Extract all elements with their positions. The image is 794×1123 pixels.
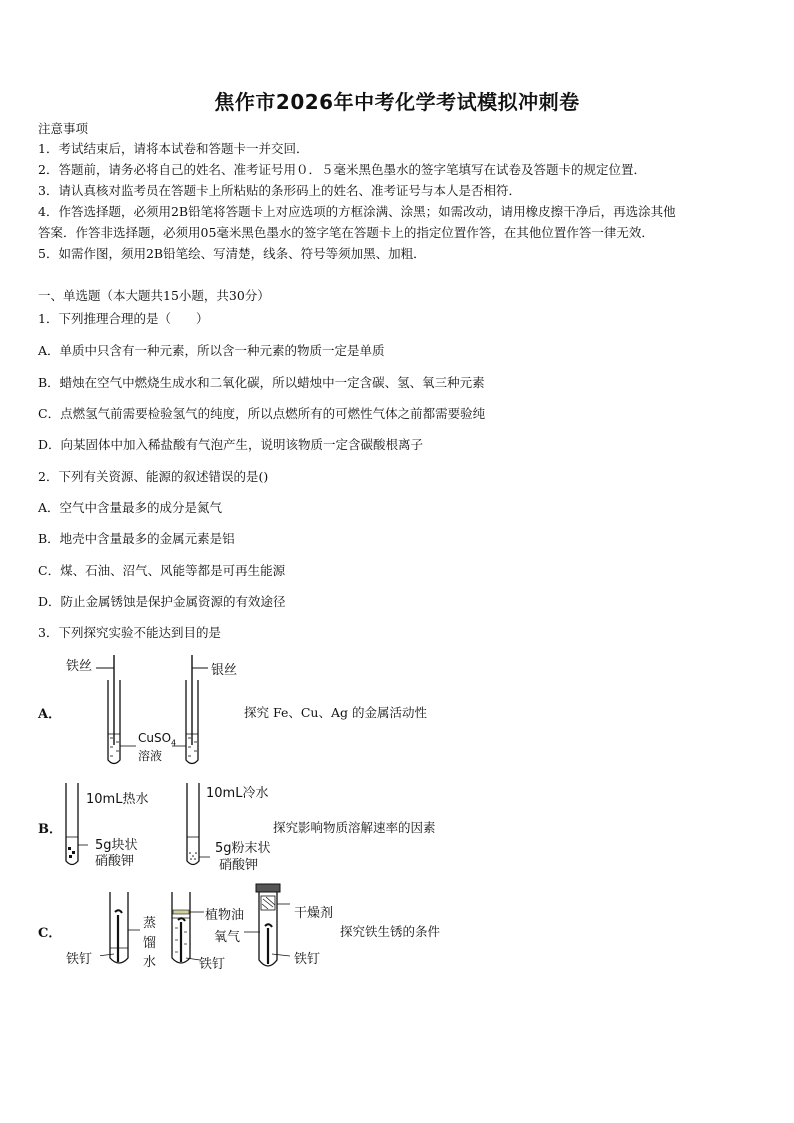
question-stem: 3．下列探究实验不能达到目的是 <box>38 625 221 640</box>
notice-item: 答案．作答非选择题，必须用05毫米黑色墨水的签字笔在答题卡上的指定位置作答，在其他位置作答一律无效． <box>38 225 654 240</box>
page-title: 焦作市2026年中考化学考试模拟冲刺卷 <box>214 90 580 114</box>
oxygen-label: 氧气 <box>214 930 241 945</box>
iron-nail-label: 铁钉 <box>66 952 93 967</box>
kno3-label: 硝酸钾 <box>219 858 259 873</box>
notice-item: 5．如需作图，须用2B铅笔绘、写清楚，线条、符号等须加黑、加粗． <box>38 246 426 261</box>
distilled-water-label: 水 <box>143 955 157 970</box>
solution-label: 溶液 <box>138 749 163 763</box>
notice-heading: 注意事项 <box>38 121 89 136</box>
hot-water-label: 10mL热水 <box>86 792 149 807</box>
desiccant-label: 干燥剂 <box>294 906 334 921</box>
option-a-description: 探究 Fe、Cu、Ag 的金属活动性 <box>244 705 427 720</box>
option-a-label: A． <box>38 707 62 722</box>
notice-item: 2．答题前，请务必将自己的姓名、准考证号用０．５毫米黑色墨水的签字笔填写在试卷及答题卡的规定位置． <box>38 162 646 177</box>
option-a: A．单质中只含有一种元素，所以含一种元素的物质一定是单质 <box>38 343 385 358</box>
powder-label: 5g粉末状 <box>215 841 271 856</box>
question-stem: 2．下列有关资源、能源的叙述错误的是() <box>38 469 269 484</box>
cuso4-label: CuSO$_4$ <box>138 731 177 748</box>
vegetable-oil-label: 植物油 <box>205 908 245 923</box>
iron-nail-label: 铁钉 <box>199 957 226 972</box>
option-b: B．蜡烛在空气中燃烧生成水和二氧化碳，所以蜡烛中一定含碳、氢、氧三种元素 <box>38 375 485 390</box>
distilled-water-label: 蒸 <box>143 916 157 931</box>
option-c-label: C． <box>38 926 62 941</box>
option-d: D．防止金属锈蚀是保护金属资源的有效途径 <box>38 594 286 609</box>
option-b-label: B． <box>38 822 62 837</box>
notice-item: 1．考试结束后，请将本试卷和答题卡一并交回． <box>38 141 309 156</box>
option-c: C．点燃氢气前需要检验氢气的纯度，所以点燃所有的可燃性气体之前都需要验纯 <box>38 406 486 421</box>
cold-water-label: 10mL冷水 <box>206 786 269 801</box>
notice-item: 3．请认真核对监考员在答题卡上所粘贴的条形码上的姓名、准考证号与本人是否相符． <box>38 183 521 198</box>
lump-label: 5g块状 <box>95 838 138 853</box>
iron-nail-label: 铁钉 <box>294 952 321 967</box>
option-b-description: 探究影响物质溶解速率的因素 <box>273 820 436 835</box>
section-heading: 一、单选题（本大题共15小题，共30分） <box>38 288 270 303</box>
question-stem: 1．下列推理合理的是（ ） <box>38 311 209 326</box>
silver-wire-label: 银丝 <box>211 663 238 678</box>
iron-wire-label: 铁丝 <box>66 659 93 674</box>
kno3-label: 硝酸钾 <box>95 854 135 869</box>
option-c: C．煤、石油、沼气、风能等都是可再生能源 <box>38 563 286 578</box>
option-d: D．向某固体中加入稀盐酸有气泡产生，说明该物质一定含碳酸根离子 <box>38 437 424 452</box>
notice-item: 4．作答选择题，必须用2B铅笔将答题卡上对应选项的方框涂满、涂黑；如需改动，请用橡皮擦干净后，再选涂其他 <box>38 204 676 219</box>
option-a: A．空气中含量最多的成分是氮气 <box>38 500 223 515</box>
distilled-water-label: 馏 <box>143 936 157 951</box>
option-c-description: 探究铁生锈的条件 <box>340 924 441 939</box>
option-b: B．地壳中含量最多的金属元素是铝 <box>38 531 235 546</box>
